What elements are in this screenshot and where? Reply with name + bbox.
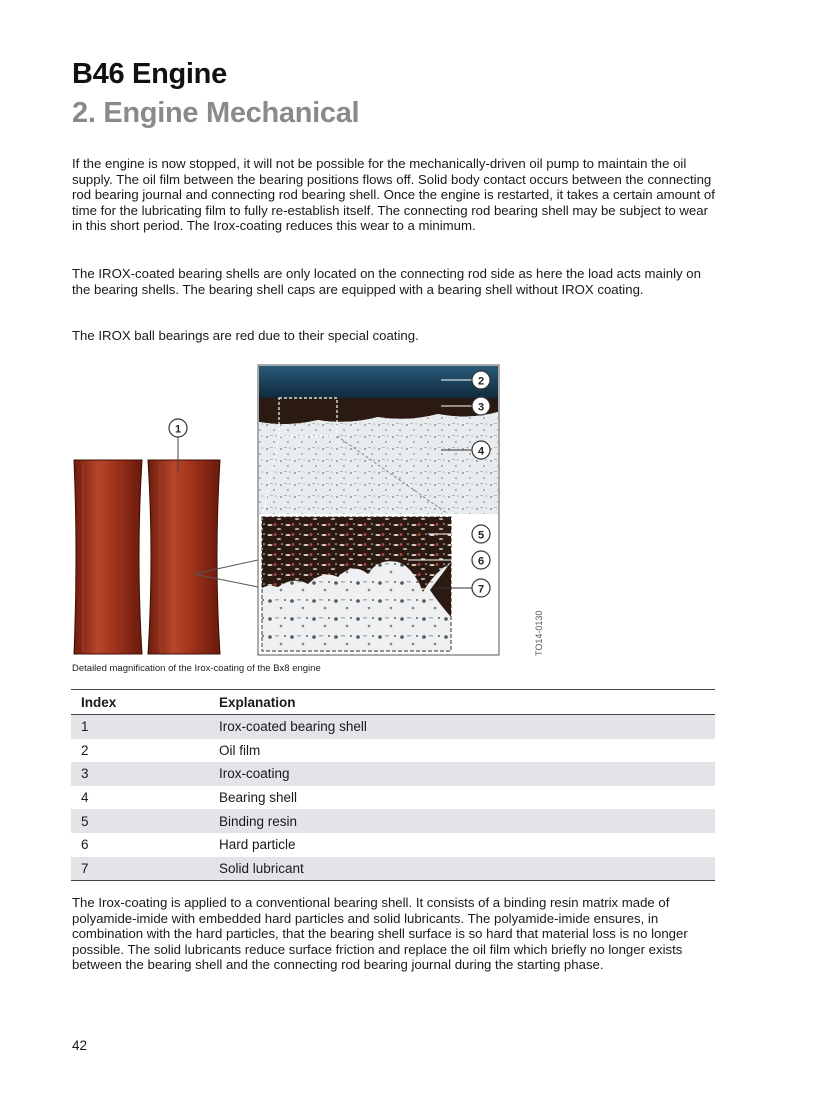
row-index: 1 — [71, 715, 209, 739]
callout-3: 3 — [477, 401, 485, 414]
row-explanation: Irox-coating — [209, 762, 715, 786]
table-row — [71, 739, 715, 763]
body-paragraph: The IROX-coated bearing shells are only located on the connecting rod side as here the load acts mainly on the bearing shells. The bearing shell caps are equipped with a bearing shell without IROX coating. — [72, 266, 701, 297]
table-row — [71, 833, 715, 857]
row-index: 3 — [71, 762, 209, 786]
table-row — [71, 809, 715, 833]
figure-code: TO14-0130 — [534, 610, 544, 656]
row-explanation: Hard particle — [219, 837, 296, 853]
body-paragraph: The Irox-coating is applied to a conventional bearing shell. It consists of a binding resin matrix made of polyamide-imide with embedded hard particles and solid lubricants. The polyamide-imide ensures, in combination with the hard particles, that the bearing shell surface is so hard that material loss is no longer possible. The solid lubricants reduce surface friction and replace the oil film which briefly no longer exists between the bearing shell and the connecting rod bearing journal during the starting phase. — [72, 895, 688, 973]
callout-5: 5 — [477, 529, 485, 542]
callout-6: 6 — [477, 555, 485, 568]
table-header-index: Index — [71, 690, 209, 715]
table-row — [71, 857, 715, 881]
callout-1: 1 — [174, 423, 182, 436]
irox-coating-figure — [68, 362, 548, 662]
index-table — [71, 689, 715, 881]
table-row — [71, 786, 715, 810]
row-index: 2 — [81, 742, 89, 758]
page-title: B46 Engine — [72, 58, 227, 90]
section-title: 2. Engine Mechanical — [72, 97, 360, 129]
row-index: 4 — [81, 790, 89, 806]
bearing-shell-photo — [74, 460, 220, 654]
row-index: 5 — [71, 809, 209, 833]
row-explanation: Binding resin — [209, 809, 715, 833]
table-header-explanation: Explanation — [209, 690, 715, 715]
figure-caption: Detailed magnification of the Irox-coating of the Bx8 engine — [72, 663, 321, 674]
row-explanation: Oil film — [219, 742, 261, 758]
row-index: 7 — [71, 857, 209, 881]
row-explanation: Irox-coated bearing shell — [209, 715, 715, 739]
body-paragraph: The IROX ball bearings are red due to their special coating. — [72, 328, 419, 343]
table-row — [71, 715, 715, 739]
row-explanation: Solid lubricant — [209, 857, 715, 881]
callout-7: 7 — [477, 583, 485, 596]
row-index: 6 — [81, 837, 89, 853]
page-number: 42 — [72, 1038, 88, 1053]
table-row — [71, 762, 715, 786]
row-explanation: Bearing shell — [219, 790, 298, 806]
callout-4: 4 — [477, 445, 485, 458]
body-paragraph: If the engine is now stopped, it will not be possible for the mechanically-driven oil pump to maintain the oil supply. The oil film between the bearing positions flows off. Solid body contact occurs between the connecting rod bearing journal and connecting rod bearing shell. Once the engine is restarted, it takes a certain amount of time for the lubricating film to fully re-establish itself. The connecting rod bearing shell may be subject to wear in this short period. The Irox-coating reduces this wear to a minimum. — [72, 156, 715, 234]
callout-2: 2 — [477, 375, 485, 388]
